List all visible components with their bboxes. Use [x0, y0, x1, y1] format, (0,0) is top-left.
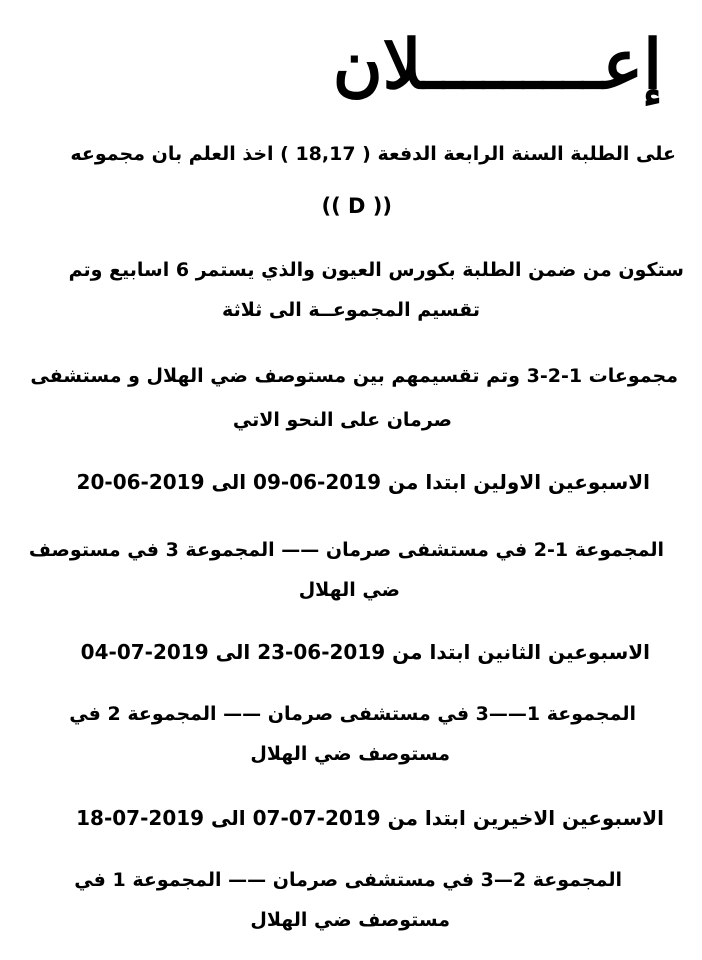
course-line: ستكون من ضمن الطلبة بكورس العيون والذي يستمر 6 اسابيع وتم	[68, 259, 684, 281]
intro-line: على الطلبة السنة الرابعة الدفعة ( 18,17 ) اخذ العلم بان مجموعه	[70, 143, 676, 165]
first-period-line: المجموعة 1-2 في مستشفى صرمان —— المجموعة 3 في مستوصف	[28, 539, 664, 561]
second-period-heading: الاسبوعين الثانين ابتدا من 2019-06-23 الى 2019-07-04	[80, 640, 650, 664]
announcement-title-text: إعـــــــــلان	[332, 25, 662, 105]
first-period-heading: الاسبوعين الاولين ابتدا من 2019-06-09 الى 2019-06-20	[76, 470, 650, 494]
announcement-title	[0, 22, 702, 105]
third-period-heading: الاسبوعين الاخيرين ابتدا من 2019-07-07 الى 2019-07-18	[76, 806, 664, 830]
second-period-place: مستوصف ضي الهلال	[250, 743, 450, 765]
first-period-place: ضي الهلال	[298, 579, 400, 601]
groups-line: مجموعات 1-2-3 وتم تقسيمهم بين مستوصف ضي الهلال و مستشفى	[30, 365, 678, 387]
third-period-place: مستوصف ضي الهلال	[250, 909, 450, 931]
division-line: تقسيم المجموعــة الى ثلاثة	[222, 299, 480, 321]
second-period-line: المجموعة 1——3 في مستشفى صرمان —— المجموعة 2 في	[69, 703, 636, 725]
location-line: صرمان على النحو الاتي	[232, 409, 452, 431]
third-period-line: المجموعة 2—3 في مستشفى صرمان —— المجموعة 1 في	[74, 869, 622, 891]
group-label: (( D ))	[321, 194, 392, 218]
